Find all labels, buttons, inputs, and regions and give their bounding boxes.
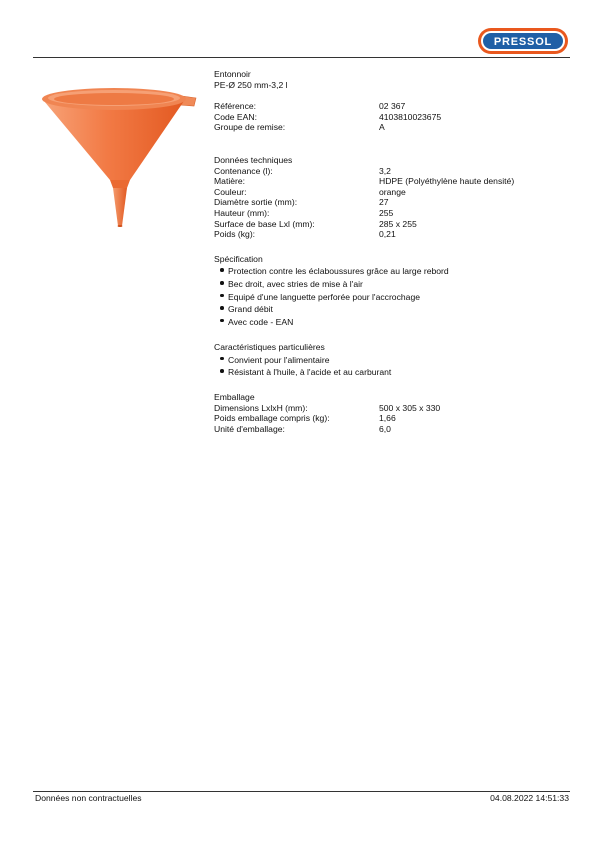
technical-row [214,166,574,177]
list-item [214,303,574,316]
identifier-value: 02 367 [379,101,406,112]
list-item [214,366,574,379]
technical-row [214,197,574,208]
list-item [214,354,574,367]
identifier-value: A [379,122,385,133]
bullet-icon [220,268,224,272]
bullet-icon [220,306,224,310]
technical-label: Surface de base Lxl (mm): [214,218,315,229]
bullet-icon [220,357,224,361]
features-list [214,354,574,379]
footer-disclaimer: Données non contractuelles [35,793,142,803]
packaging-value: 1,66 [379,413,396,424]
specification-item: Protection contre les éclaboussures grâce au large rebord [228,266,449,277]
brand-logo-text: PRESSOL [493,36,553,48]
packaging-title: Emballage [214,392,255,403]
technical-row [214,187,574,198]
specification-item: Bec droit, avec stries de mise à l'air [228,278,363,289]
product-name: Entonnoir [214,69,251,79]
packaging-section [214,392,574,434]
specification-item: Grand débit [228,304,273,315]
product-details [214,69,574,445]
identifier-label: Code EAN: [214,111,257,122]
technical-label: Couleur: [214,186,247,197]
list-item [214,316,574,329]
technical-value: HDPE (Polyéthylène haute densité) [379,176,515,187]
identifier-row [214,122,574,133]
packaging-value: 500 x 305 x 330 [379,402,441,413]
packaging-label: Dimensions LxlxH (mm): [214,402,308,413]
technical-value: orange [379,186,406,197]
identifiers-block [214,101,574,133]
list-item [214,265,574,278]
list-item [214,278,574,291]
specification-title: Spécification [214,253,263,264]
product-subtitle: PE-Ø 250 mm-3,2 l [214,79,288,90]
brand-logo [477,27,569,55]
technical-row [214,229,574,240]
technical-row [214,208,574,219]
product-heading [214,69,574,90]
technical-value: 255 [379,207,394,218]
packaging-row [214,424,574,435]
technical-row [214,176,574,187]
technical-row [214,219,574,230]
specification-item: Equipé d'une languette perforée pour l'accrochage [228,291,421,302]
identifier-row [214,112,574,123]
technical-label: Contenance (l): [214,165,273,176]
packaging-row [214,403,574,414]
identifier-label: Référence: [214,101,257,112]
technical-title: Données techniques [214,154,293,165]
bullet-icon [220,319,224,323]
feature-item: Convient pour l'alimentaire [228,354,330,365]
specification-list [214,265,574,328]
specification-section [214,254,574,329]
technical-value: 0,21 [379,229,396,240]
footer-divider [33,791,570,792]
packaging-label: Poids emballage compris (kg): [214,413,330,424]
identifier-value: 4103810023675 [379,111,442,122]
features-title: Caractéristiques particulières [214,342,325,353]
identifier-label: Groupe de remise: [214,122,286,133]
technical-label: Matière: [214,176,246,187]
bullet-icon [220,294,224,298]
technical-section [214,155,574,240]
technical-value: 285 x 255 [379,218,417,229]
footer-timestamp: 04.08.2022 14:51:33 [490,793,569,803]
header-divider [33,57,570,58]
funnel-icon [34,76,204,236]
packaging-row [214,413,574,424]
packaging-label: Unité d'emballage: [214,423,285,434]
feature-item: Résistant à l'huile, à l'acide et au carburant [228,367,392,378]
bullet-icon [220,369,224,373]
features-section [214,342,574,379]
technical-label: Diamètre sortie (mm): [214,197,298,208]
specification-item: Avec code - EAN [228,316,294,327]
technical-value: 3,2 [379,165,391,176]
packaging-value: 6,0 [379,423,391,434]
bullet-icon [220,281,224,285]
technical-value: 27 [379,197,389,208]
identifier-row [214,101,574,112]
technical-label: Hauteur (mm): [214,207,270,218]
list-item [214,291,574,304]
technical-label: Poids (kg): [214,229,256,240]
